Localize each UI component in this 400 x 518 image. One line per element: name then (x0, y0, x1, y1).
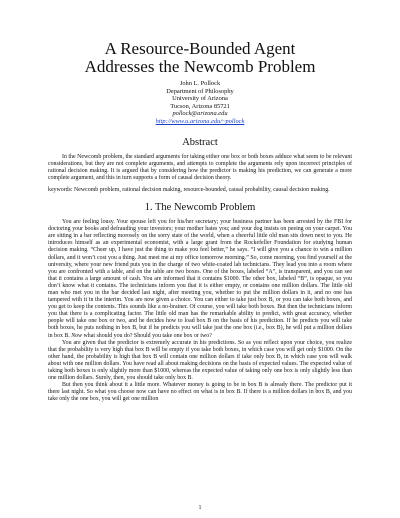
author-block (48, 80, 352, 126)
section-1-heading: 1. The Newcomb Problem (144, 202, 256, 214)
paper-title (48, 40, 352, 76)
keywords: keywords: Newcomb problem, rational decision making, resource-bounded, causal probability, causal decision making. (48, 186, 330, 193)
page-number: 1 (198, 505, 202, 511)
paragraph-1-emphasis: Now (71, 332, 83, 339)
author-university: University of Arizona (172, 95, 228, 103)
abstract-heading: Abstract (182, 136, 218, 148)
author-url-link[interactable]: http://www.u.arizona.edu/~pollock (155, 117, 245, 125)
author-location: Tucson, Arizona 85721 (170, 102, 230, 110)
body-paragraph-3: But then you think about it a little more. Whatever money is going to be in box B is already there. The predictor put it there last night. So what you choose now can have no effect on what is in box B. If there is a million dollars in box B, and you take only the one box, you will get one million (48, 382, 352, 403)
author-email: pollock@arizona.edu (172, 110, 228, 118)
title-line-2: Addresses the Newcomb Problem (84, 57, 316, 76)
body-paragraph-2: You are given that the predictor is extremely accurate in his predictions. So as you reflect upon your choice, you realize that the probability is very high that box B will be empty if you take both boxes, in which case you will get only $1000. On the other hand, the probability is high that box B will contain one million dollars if take only box B, in which case you will walk about with one million dollars. You have read all about making decisions on the basis of expected values. The expected value of taking both boxes is only slightly more than $1000, whereas the expected value of taking only one box is only slightly less than one million dollars. Surely, then, you should take only box B. (48, 339, 352, 382)
author-name: John L. Pollock (179, 80, 221, 87)
title-line-1: A Resource-Bounded Agent (104, 39, 296, 58)
body-paragraph-1 (48, 219, 352, 340)
abstract-text: In the Newcomb problem, the standard arguments for taking either one box or both boxes adduce what seem to be relevant considerations, but they are not complete arguments, and attempts to complete the arguments rely upon incorrect principles of rational decision making. It is argued that by considering how the predictor is making his prediction, we can generate a more complete argument, and this in turn supports a form of causal decision theory. (48, 153, 352, 181)
author-department: Department of Philosophy (166, 87, 234, 95)
paragraph-1-text-end: what should you do? Should you take one box or two? (82, 332, 212, 339)
paragraph-1-text: You are feeling lousy. Your spouse left you for his/her secretary; your business partner has been arrested by the FBI for doctoring your books and defrauding your investors; your mother hates you; and your dog insists on peeing on your carpet. You are sitting in a bar reflecting morosely on the sorry state of the world, when a cheerful little old man sits down next to you. He introduces himself as an experimental economist, with a large grant from the Rockefeller Foundation for studying human decision making. “Cheer up, I have just the thing to make you feel better,” he says. “I will give you a chance to win a million dollars, and it won’t cost you a thing. Just meet me at my office tomorrow morning.” So, come morning, you find yourself at the university, where your new friend puts you in the charge of two white-coated lab technicians. They lead you into a room where you are confronted with a table, and on the table are two boxes. One of the boxes, labeled “A”, is transparent, and you can see that it contains a large amount of cash. You are informed that it contains $1000. The other box, labeled “B”, is opaque, so you don’t know what it contains. The technicians inform you that it is either empty, or contains one million dollars. The little old man who met you in the bar decided last night, after meeting you, whether to put the million dollars in it, and no one has tampered with it in the interim. You are now given a choice. You can either to take just box B, or you can take both boxes, and you get to keep the contents. This sounds like a no-brainer. Of course, you will take both boxes. But then the technicians inform you that there is a complicating factor. The little old man has the remarkable ability to predict, with great accuracy, whether people will take one box or two, and he decides how to load box B on the basis of his prediction. If he predicts you will take both boxes, he puts nothing in box B, but if he predicts you will take just the one box (i.e., box B), he will put a million dollars in box B. (48, 219, 352, 339)
